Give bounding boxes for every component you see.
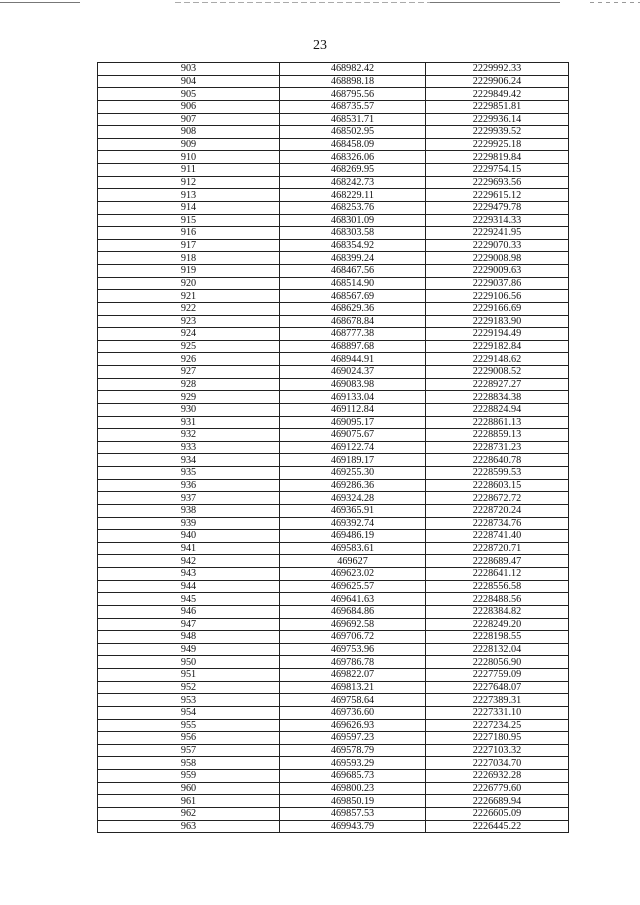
point-number-cell: 917 [98, 239, 280, 252]
table-row [98, 113, 569, 126]
x-coordinate-cell: 468242.73 [280, 176, 426, 189]
point-number-cell: 910 [98, 151, 280, 164]
table-row [98, 593, 569, 606]
table-row [98, 568, 569, 581]
y-coordinate-cell: 2227759.09 [426, 669, 569, 682]
x-coordinate-cell: 469122.74 [280, 441, 426, 454]
x-coordinate-cell: 469706.72 [280, 631, 426, 644]
table-row [98, 694, 569, 707]
point-number-cell: 912 [98, 176, 280, 189]
x-coordinate-cell: 469024.37 [280, 366, 426, 379]
y-coordinate-cell: 2226445.22 [426, 820, 569, 833]
y-coordinate-cell: 2228741.40 [426, 530, 569, 543]
point-number-cell: 916 [98, 227, 280, 240]
x-coordinate-cell: 469095.17 [280, 416, 426, 429]
x-coordinate-cell: 469850.19 [280, 795, 426, 808]
y-coordinate-cell: 2228249.20 [426, 618, 569, 631]
table-row [98, 492, 569, 505]
point-number-cell: 907 [98, 113, 280, 126]
x-coordinate-cell: 468326.06 [280, 151, 426, 164]
x-coordinate-cell: 469625.57 [280, 580, 426, 593]
y-coordinate-cell: 2229992.33 [426, 63, 569, 76]
coordinates-table [97, 62, 569, 833]
x-coordinate-cell: 469736.60 [280, 706, 426, 719]
x-coordinate-cell: 469133.04 [280, 391, 426, 404]
x-coordinate-cell: 469623.02 [280, 568, 426, 581]
x-coordinate-cell: 468531.71 [280, 113, 426, 126]
table-row [98, 454, 569, 467]
point-number-cell: 928 [98, 378, 280, 391]
x-coordinate-cell: 468735.57 [280, 100, 426, 113]
point-number-cell: 960 [98, 782, 280, 795]
x-coordinate-cell: 469685.73 [280, 770, 426, 783]
table-row [98, 542, 569, 555]
table-row [98, 807, 569, 820]
table-row [98, 176, 569, 189]
table-row [98, 770, 569, 783]
point-number-cell: 932 [98, 429, 280, 442]
table-row [98, 277, 569, 290]
table-row [98, 302, 569, 315]
point-number-cell: 930 [98, 403, 280, 416]
table-row [98, 63, 569, 76]
point-number-cell: 935 [98, 467, 280, 480]
table-row [98, 479, 569, 492]
point-number-cell: 918 [98, 252, 280, 265]
table-row [98, 669, 569, 682]
x-coordinate-cell: 468897.68 [280, 340, 426, 353]
point-number-cell: 943 [98, 568, 280, 581]
y-coordinate-cell: 2228734.76 [426, 517, 569, 530]
y-coordinate-cell: 2228834.38 [426, 391, 569, 404]
x-coordinate-cell: 469578.79 [280, 744, 426, 757]
y-coordinate-cell: 2229009.63 [426, 265, 569, 278]
x-coordinate-cell: 468467.56 [280, 265, 426, 278]
table-row [98, 189, 569, 202]
table-row [98, 366, 569, 379]
table-row [98, 631, 569, 644]
y-coordinate-cell: 2228132.04 [426, 643, 569, 656]
table-row [98, 744, 569, 757]
table-row [98, 252, 569, 265]
point-number-cell: 939 [98, 517, 280, 530]
table-row [98, 340, 569, 353]
y-coordinate-cell: 2226605.09 [426, 807, 569, 820]
point-number-cell: 908 [98, 126, 280, 139]
x-coordinate-cell: 468269.95 [280, 164, 426, 177]
y-coordinate-cell: 2229070.33 [426, 239, 569, 252]
y-coordinate-cell: 2227034.70 [426, 757, 569, 770]
point-number-cell: 954 [98, 706, 280, 719]
y-coordinate-cell: 2229182.84 [426, 340, 569, 353]
x-coordinate-cell: 469943.79 [280, 820, 426, 833]
table-row [98, 429, 569, 442]
table-row [98, 353, 569, 366]
y-coordinate-cell: 2229166.69 [426, 302, 569, 315]
y-coordinate-cell: 2227234.25 [426, 719, 569, 732]
table-row [98, 618, 569, 631]
x-coordinate-cell: 468399.24 [280, 252, 426, 265]
table-row [98, 416, 569, 429]
x-coordinate-cell: 468567.69 [280, 290, 426, 303]
point-number-cell: 940 [98, 530, 280, 543]
point-number-cell: 906 [98, 100, 280, 113]
point-number-cell: 958 [98, 757, 280, 770]
y-coordinate-cell: 2228861.13 [426, 416, 569, 429]
point-number-cell: 921 [98, 290, 280, 303]
y-coordinate-cell: 2228556.58 [426, 580, 569, 593]
y-coordinate-cell: 2229194.49 [426, 328, 569, 341]
x-coordinate-cell: 469692.58 [280, 618, 426, 631]
y-coordinate-cell: 2228599.53 [426, 467, 569, 480]
x-coordinate-cell: 468898.18 [280, 75, 426, 88]
x-coordinate-cell: 469758.64 [280, 694, 426, 707]
y-coordinate-cell: 2228927.27 [426, 378, 569, 391]
y-coordinate-cell: 2229241.95 [426, 227, 569, 240]
x-coordinate-cell: 469822.07 [280, 669, 426, 682]
y-coordinate-cell: 2229314.33 [426, 214, 569, 227]
point-number-cell: 953 [98, 694, 280, 707]
point-number-cell: 961 [98, 795, 280, 808]
table-row [98, 138, 569, 151]
x-coordinate-cell: 469641.63 [280, 593, 426, 606]
table-row [98, 100, 569, 113]
point-number-cell: 923 [98, 315, 280, 328]
point-number-cell: 957 [98, 744, 280, 757]
x-coordinate-cell: 468229.11 [280, 189, 426, 202]
x-coordinate-cell: 469753.96 [280, 643, 426, 656]
table-row [98, 757, 569, 770]
table-row [98, 732, 569, 745]
y-coordinate-cell: 2228384.82 [426, 605, 569, 618]
x-coordinate-cell: 468303.58 [280, 227, 426, 240]
y-coordinate-cell: 2229693.56 [426, 176, 569, 189]
table-row [98, 403, 569, 416]
x-coordinate-cell: 469597.23 [280, 732, 426, 745]
point-number-cell: 905 [98, 88, 280, 101]
table-row [98, 605, 569, 618]
table-row [98, 643, 569, 656]
table-row [98, 580, 569, 593]
y-coordinate-cell: 2229148.62 [426, 353, 569, 366]
table-row [98, 214, 569, 227]
point-number-cell: 956 [98, 732, 280, 745]
x-coordinate-cell: 468354.92 [280, 239, 426, 252]
y-coordinate-cell: 2228056.90 [426, 656, 569, 669]
point-number-cell: 934 [98, 454, 280, 467]
point-number-cell: 926 [98, 353, 280, 366]
x-coordinate-cell: 468982.42 [280, 63, 426, 76]
point-number-cell: 947 [98, 618, 280, 631]
point-number-cell: 945 [98, 593, 280, 606]
y-coordinate-cell: 2229008.98 [426, 252, 569, 265]
y-coordinate-cell: 2229906.24 [426, 75, 569, 88]
x-coordinate-cell: 469365.91 [280, 504, 426, 517]
point-number-cell: 944 [98, 580, 280, 593]
x-coordinate-cell: 468795.56 [280, 88, 426, 101]
x-coordinate-cell: 469786.78 [280, 656, 426, 669]
x-coordinate-cell: 469286.36 [280, 479, 426, 492]
x-coordinate-cell: 469255.30 [280, 467, 426, 480]
point-number-cell: 924 [98, 328, 280, 341]
y-coordinate-cell: 2228731.23 [426, 441, 569, 454]
x-coordinate-cell: 469112.84 [280, 403, 426, 416]
point-number-cell: 951 [98, 669, 280, 682]
point-number-cell: 941 [98, 542, 280, 555]
y-coordinate-cell: 2229008.52 [426, 366, 569, 379]
x-coordinate-cell: 469684.86 [280, 605, 426, 618]
table-row [98, 706, 569, 719]
table-row [98, 656, 569, 669]
y-coordinate-cell: 2229819.84 [426, 151, 569, 164]
x-coordinate-cell: 469800.23 [280, 782, 426, 795]
y-coordinate-cell: 2229849.42 [426, 88, 569, 101]
point-number-cell: 929 [98, 391, 280, 404]
x-coordinate-cell: 469593.29 [280, 757, 426, 770]
point-number-cell: 959 [98, 770, 280, 783]
point-number-cell: 933 [98, 441, 280, 454]
table-row [98, 328, 569, 341]
x-coordinate-cell: 469627 [280, 555, 426, 568]
table-row [98, 555, 569, 568]
table-row [98, 467, 569, 480]
point-number-cell: 946 [98, 605, 280, 618]
x-coordinate-cell: 469626.93 [280, 719, 426, 732]
y-coordinate-cell: 2228859.13 [426, 429, 569, 442]
table-row [98, 504, 569, 517]
table-row [98, 719, 569, 732]
point-number-cell: 962 [98, 807, 280, 820]
point-number-cell: 913 [98, 189, 280, 202]
x-coordinate-cell: 468301.09 [280, 214, 426, 227]
table-row [98, 378, 569, 391]
x-coordinate-cell: 468253.76 [280, 201, 426, 214]
x-coordinate-cell: 468502.95 [280, 126, 426, 139]
table-row [98, 227, 569, 240]
y-coordinate-cell: 2226689.94 [426, 795, 569, 808]
x-coordinate-cell: 469189.17 [280, 454, 426, 467]
y-coordinate-cell: 2228720.24 [426, 504, 569, 517]
table-row [98, 126, 569, 139]
point-number-cell: 904 [98, 75, 280, 88]
x-coordinate-cell: 468629.36 [280, 302, 426, 315]
table-row [98, 441, 569, 454]
table-row [98, 315, 569, 328]
y-coordinate-cell: 2226779.60 [426, 782, 569, 795]
y-coordinate-cell: 2227180.95 [426, 732, 569, 745]
table-row [98, 265, 569, 278]
x-coordinate-cell: 469583.61 [280, 542, 426, 555]
x-coordinate-cell: 468458.09 [280, 138, 426, 151]
point-number-cell: 942 [98, 555, 280, 568]
y-coordinate-cell: 2228641.12 [426, 568, 569, 581]
table-row [98, 530, 569, 543]
y-coordinate-cell: 2227648.07 [426, 681, 569, 694]
point-number-cell: 938 [98, 504, 280, 517]
x-coordinate-cell: 468944.91 [280, 353, 426, 366]
table-row [98, 517, 569, 530]
x-coordinate-cell: 469075.67 [280, 429, 426, 442]
x-coordinate-cell: 468514.90 [280, 277, 426, 290]
x-coordinate-cell: 468777.38 [280, 328, 426, 341]
point-number-cell: 911 [98, 164, 280, 177]
point-number-cell: 949 [98, 643, 280, 656]
coordinates-table-body [98, 63, 569, 833]
point-number-cell: 927 [98, 366, 280, 379]
x-coordinate-cell: 469392.74 [280, 517, 426, 530]
table-row [98, 820, 569, 833]
table-row [98, 782, 569, 795]
y-coordinate-cell: 2228488.56 [426, 593, 569, 606]
scan-edge-marks [0, 1, 640, 5]
point-number-cell: 920 [98, 277, 280, 290]
y-coordinate-cell: 2229615.12 [426, 189, 569, 202]
y-coordinate-cell: 2229106.56 [426, 290, 569, 303]
y-coordinate-cell: 2228689.47 [426, 555, 569, 568]
point-number-cell: 952 [98, 681, 280, 694]
y-coordinate-cell: 2227331.10 [426, 706, 569, 719]
table-row [98, 151, 569, 164]
y-coordinate-cell: 2229479.78 [426, 201, 569, 214]
table-row [98, 201, 569, 214]
y-coordinate-cell: 2227389.31 [426, 694, 569, 707]
y-coordinate-cell: 2228824.94 [426, 403, 569, 416]
point-number-cell: 963 [98, 820, 280, 833]
point-number-cell: 909 [98, 138, 280, 151]
y-coordinate-cell: 2229754.15 [426, 164, 569, 177]
point-number-cell: 955 [98, 719, 280, 732]
y-coordinate-cell: 2228640.78 [426, 454, 569, 467]
y-coordinate-cell: 2229939.52 [426, 126, 569, 139]
y-coordinate-cell: 2229925.18 [426, 138, 569, 151]
y-coordinate-cell: 2228198.55 [426, 631, 569, 644]
y-coordinate-cell: 2229936.14 [426, 113, 569, 126]
point-number-cell: 914 [98, 201, 280, 214]
x-coordinate-cell: 469857.53 [280, 807, 426, 820]
point-number-cell: 950 [98, 656, 280, 669]
point-number-cell: 922 [98, 302, 280, 315]
point-number-cell: 948 [98, 631, 280, 644]
x-coordinate-cell: 469324.28 [280, 492, 426, 505]
x-coordinate-cell: 469083.98 [280, 378, 426, 391]
x-coordinate-cell: 468678.84 [280, 315, 426, 328]
table-row [98, 75, 569, 88]
table-row [98, 795, 569, 808]
x-coordinate-cell: 469813.21 [280, 681, 426, 694]
table-row [98, 164, 569, 177]
page-number: 23 [313, 38, 327, 53]
table-row [98, 681, 569, 694]
point-number-cell: 915 [98, 214, 280, 227]
y-coordinate-cell: 2228720.71 [426, 542, 569, 555]
y-coordinate-cell: 2226932.28 [426, 770, 569, 783]
y-coordinate-cell: 2229037.86 [426, 277, 569, 290]
point-number-cell: 919 [98, 265, 280, 278]
y-coordinate-cell: 2227103.32 [426, 744, 569, 757]
point-number-cell: 903 [98, 63, 280, 76]
point-number-cell: 936 [98, 479, 280, 492]
y-coordinate-cell: 2229183.90 [426, 315, 569, 328]
x-coordinate-cell: 469486.19 [280, 530, 426, 543]
point-number-cell: 937 [98, 492, 280, 505]
point-number-cell: 931 [98, 416, 280, 429]
table-row [98, 88, 569, 101]
y-coordinate-cell: 2229851.81 [426, 100, 569, 113]
table-row [98, 239, 569, 252]
point-number-cell: 925 [98, 340, 280, 353]
table-row [98, 391, 569, 404]
y-coordinate-cell: 2228672.72 [426, 492, 569, 505]
table-row [98, 290, 569, 303]
y-coordinate-cell: 2228603.15 [426, 479, 569, 492]
